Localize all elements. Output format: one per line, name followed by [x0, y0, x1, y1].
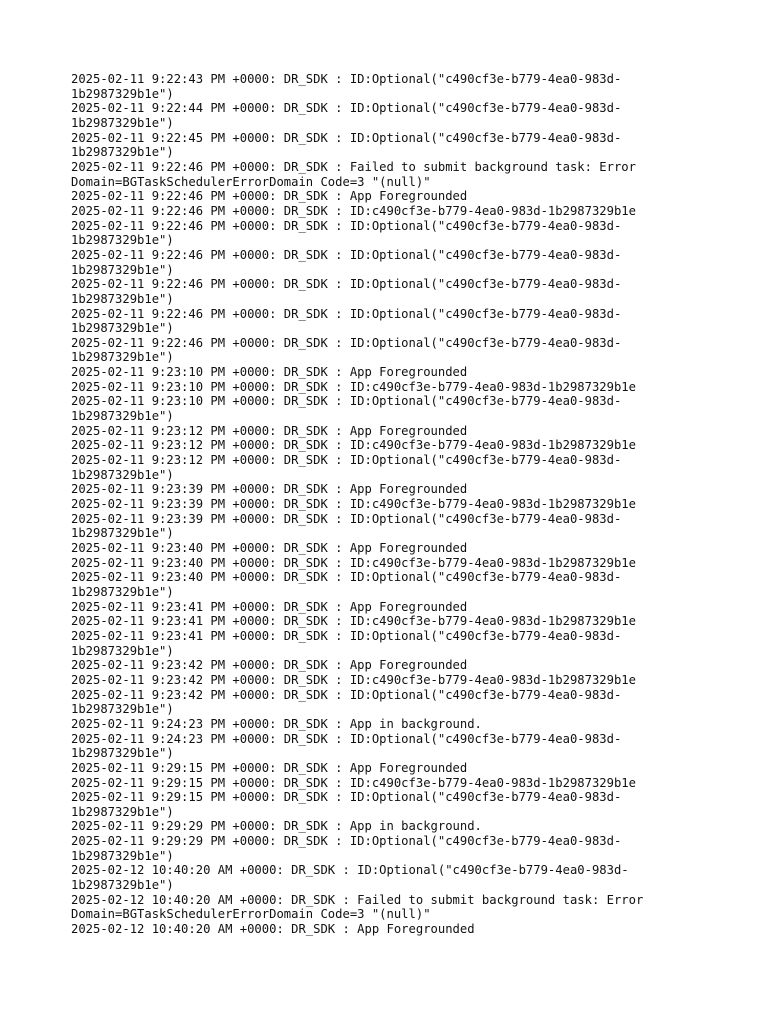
- log-entry: 2025-02-11 9:22:46 PM +0000: DR_SDK : Failed to submit background task: Error Domain=BGTaskSchedulerErrorDomain Code=3 "(null)": [71, 159, 636, 189]
- log-entry: 2025-02-12 10:40:20 AM +0000: DR_SDK : ID:Optional("c490cf3e-b779-4ea0-983d- 1b2987329b1e"): [71, 863, 629, 893]
- log-entry: 2025-02-11 9:23:40 PM +0000: DR_SDK : App Foregrounded: [71, 541, 468, 555]
- log-entry: 2025-02-11 9:22:46 PM +0000: DR_SDK : App Foregrounded: [71, 189, 468, 204]
- log-entry: 2025-02-11 9:23:10 PM +0000: DR_SDK : App Foregrounded: [71, 365, 468, 380]
- log-entry: 2025-02-11 9:23:40 PM +0000: DR_SDK : ID:c490cf3e-b779-4ea0-983d-1b2987329b1e: [71, 555, 636, 570]
- log-entry: 2025-02-11 9:23:42 PM +0000: DR_SDK : App Foregrounded: [71, 658, 468, 673]
- log-entry: 2025-02-11 9:22:46 PM +0000: DR_SDK : ID:Optional("c490cf3e-b779-4ea0-983d- 1b2987329b1e"): [71, 277, 622, 306]
- log-entry: 2025-02-11 9:22:43 PM +0000: DR_SDK : ID:Optional("c490cf3e-b779-4ea0-983d- 1b2987329b1e"): [71, 72, 622, 101]
- log-entry: 2025-02-11 9:29:29 PM +0000: DR_SDK : App in background.: [71, 819, 482, 834]
- log-entry: 2025-02-12 10:40:20 AM +0000: DR_SDK : App Foregrounded: [71, 922, 475, 937]
- log-entry: 2025-02-11 9:24:23 PM +0000: DR_SDK : App in background.: [71, 716, 482, 731]
- log-entry: 2025-02-11 9:22:46 PM +0000: DR_SDK : ID:Optional("c490cf3e-b779-4ea0-983d- 1b2987329b1e"): [71, 247, 622, 277]
- log-entry: 2025-02-11 9:29:15 PM +0000: DR_SDK : App Foregrounded: [71, 760, 468, 775]
- log-entry: 2025-02-11 9:23:41 PM +0000: DR_SDK : ID:Optional("c490cf3e-b779-4ea0-983d- 1b2987329b1e"): [71, 628, 622, 658]
- log-entry: 2025-02-11 9:22:46 PM +0000: DR_SDK : ID:Optional("c490cf3e-b779-4ea0-983d- 1b2987329b1e"): [71, 218, 622, 248]
- log-entry: 2025-02-11 9:23:41 PM +0000: DR_SDK : ID:c490cf3e-b779-4ea0-983d-1b2987329b1e: [71, 614, 636, 629]
- log-entry: 2025-02-11 9:23:40 PM +0000: DR_SDK : ID:Optional("c490cf3e-b779-4ea0-983d- 1b2987329b1e"): [71, 570, 622, 599]
- log-entry: 2025-02-11 9:22:45 PM +0000: DR_SDK : ID:Optional("c490cf3e-b779-4ea0-983d- 1b2987329b1e"): [71, 130, 622, 160]
- log-entry: 2025-02-11 9:23:10 PM +0000: DR_SDK : ID:Optional("c490cf3e-b779-4ea0-983d- 1b2987329b1e"): [71, 394, 622, 424]
- log-entry: 2025-02-11 9:23:39 PM +0000: DR_SDK : ID:c490cf3e-b779-4ea0-983d-1b2987329b1e: [71, 497, 636, 512]
- log-entry: 2025-02-11 9:23:12 PM +0000: DR_SDK : App Foregrounded: [71, 423, 468, 438]
- log-entry: 2025-02-11 9:22:44 PM +0000: DR_SDK : ID:Optional("c490cf3e-b779-4ea0-983d- 1b2987329b1e"): [71, 101, 622, 130]
- log-document: [71, 72, 671, 937]
- log-entry: 2025-02-11 9:24:23 PM +0000: DR_SDK : ID:Optional("c490cf3e-b779-4ea0-983d- 1b2987329b1e"): [71, 731, 622, 761]
- log-entry: 2025-02-11 9:23:10 PM +0000: DR_SDK : ID:c490cf3e-b779-4ea0-983d-1b2987329b1e: [71, 379, 636, 394]
- log-entry: 2025-02-11 9:23:42 PM +0000: DR_SDK : ID:c490cf3e-b779-4ea0-983d-1b2987329b1e: [71, 672, 636, 687]
- log-entry: 2025-02-11 9:29:15 PM +0000: DR_SDK : ID:c490cf3e-b779-4ea0-983d-1b2987329b1e: [71, 775, 636, 790]
- log-entry: 2025-02-11 9:23:39 PM +0000: DR_SDK : App Foregrounded: [71, 482, 468, 497]
- log-entry: 2025-02-11 9:23:42 PM +0000: DR_SDK : ID:Optional("c490cf3e-b779-4ea0-983d- 1b2987329b1e"): [71, 687, 622, 717]
- log-entry: 2025-02-11 9:23:12 PM +0000: DR_SDK : ID:c490cf3e-b779-4ea0-983d-1b2987329b1e: [71, 438, 636, 453]
- log-entry: 2025-02-11 9:23:41 PM +0000: DR_SDK : App Foregrounded: [71, 599, 468, 614]
- log-entry: 2025-02-12 10:40:20 AM +0000: DR_SDK : Failed to submit background task: Error Domain=BGTaskSchedulerErrorDomain Code=3 "(null)": [71, 892, 644, 922]
- log-entry: 2025-02-11 9:29:29 PM +0000: DR_SDK : ID:Optional("c490cf3e-b779-4ea0-983d- 1b2987329b1e"): [71, 834, 622, 863]
- log-entry: 2025-02-11 9:22:46 PM +0000: DR_SDK : ID:Optional("c490cf3e-b779-4ea0-983d- 1b2987329b1e"): [71, 306, 622, 336]
- log-entry: 2025-02-11 9:29:15 PM +0000: DR_SDK : ID:Optional("c490cf3e-b779-4ea0-983d- 1b2987329b1e"): [71, 790, 622, 819]
- log-entry: 2025-02-11 9:22:46 PM +0000: DR_SDK : ID:c490cf3e-b779-4ea0-983d-1b2987329b1e: [71, 203, 636, 218]
- log-entry: 2025-02-11 9:22:46 PM +0000: DR_SDK : ID:Optional("c490cf3e-b779-4ea0-983d- 1b2987329b1e"): [71, 335, 622, 365]
- log-entry: 2025-02-11 9:23:39 PM +0000: DR_SDK : ID:Optional("c490cf3e-b779-4ea0-983d- 1b2987329b1e"): [71, 511, 622, 541]
- log-entry: 2025-02-11 9:23:12 PM +0000: DR_SDK : ID:Optional("c490cf3e-b779-4ea0-983d- 1b2987329b1e"): [71, 453, 622, 482]
